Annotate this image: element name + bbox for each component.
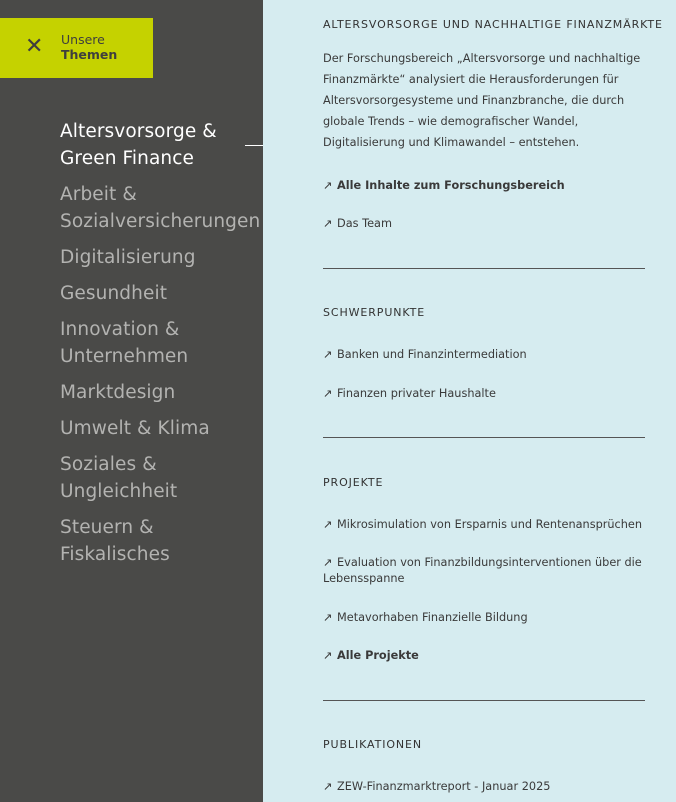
nav-item-digitalisierung[interactable]: Digitalisierung <box>60 247 196 268</box>
close-topics-button[interactable] <box>0 18 153 78</box>
link-schwerpunkt-1-label: Banken und Finanzintermediation <box>337 348 527 361</box>
link-publikation-1[interactable] <box>323 779 645 795</box>
link-projekt-1-label: Mikrosimulation von Ersparnis und Rentenansprüchen <box>337 518 643 531</box>
link-projekt-3-label: Metavorhaben Finanzielle Bildung <box>337 611 528 624</box>
section-title-publikationen: PUBLIKATIONEN <box>323 738 423 751</box>
topic-detail-panel <box>263 0 676 802</box>
link-publikation-1-label: ZEW-Finanzmarktreport - Januar 2025 <box>337 780 551 793</box>
link-all-content[interactable] <box>323 178 645 194</box>
link-schwerpunkt-2-label: Finanzen privater Haushalte <box>337 387 496 400</box>
link-schwerpunkt-1[interactable] <box>323 347 645 363</box>
link-projekt-1[interactable] <box>323 517 645 533</box>
close-label-line1: Unsere <box>61 32 105 47</box>
divider <box>323 700 645 701</box>
link-all-projects-label: Alle Projekte <box>337 649 419 662</box>
link-team-label: Das Team <box>337 217 392 230</box>
close-label-line2: Themen <box>61 47 118 62</box>
section-title-schwerpunkte: SCHWERPUNKTE <box>323 306 426 319</box>
arrow-up-right-icon: ↗ <box>323 348 333 361</box>
arrow-up-right-icon: ↗ <box>323 387 333 400</box>
close-button-label <box>61 32 117 62</box>
nav-item-gesundheit[interactable]: Gesundheit <box>60 283 168 304</box>
close-icon: ✕ <box>25 34 44 59</box>
arrow-up-right-icon: ↗ <box>323 217 333 230</box>
arrow-up-right-icon: ↗ <box>323 611 333 624</box>
nav-item-soziales[interactable]: Soziales & Ungleichheit <box>60 454 178 502</box>
nav-item-marktdesign[interactable]: Marktdesign <box>60 382 176 403</box>
nav-item-umwelt[interactable]: Umwelt & Klima <box>60 418 210 439</box>
nav-item-arbeit[interactable]: Arbeit & Sozialversicherungen <box>60 184 261 232</box>
section-title-main: ALTERSVORSORGE UND NACHHALTIGE FINANZMÄRKTE <box>323 18 663 31</box>
arrow-up-right-icon: ↗ <box>323 179 333 192</box>
section-title-projekte: PROJEKTE <box>323 476 384 489</box>
arrow-up-right-icon: ↗ <box>323 518 333 531</box>
topic-description: Der Forschungsbereich „Altersvorsorge und nachhaltige Finanzmärkte“ analysiert die Herausforderungen für Altersvorsorgesysteme und Finanzbranche, die durch globale Trends – wie demografischer Wandel, Digitalisierung und Klimawandel – entstehen. <box>323 52 641 149</box>
divider <box>323 437 645 438</box>
link-projekt-2[interactable] <box>323 555 645 587</box>
topics-nav <box>60 118 260 577</box>
link-projekt-3[interactable] <box>323 610 645 626</box>
link-all-content-label: Alle Inhalte zum Forschungsbereich <box>337 179 565 192</box>
link-team[interactable] <box>323 216 645 232</box>
arrow-up-right-icon: ↗ <box>323 556 333 569</box>
divider <box>323 268 645 269</box>
arrow-up-right-icon: ↗ <box>323 649 333 662</box>
link-schwerpunkt-2[interactable] <box>323 386 645 402</box>
link-all-projects[interactable] <box>323 648 645 664</box>
nav-item-steuern[interactable]: Steuern & Fiskalisches <box>60 517 170 565</box>
nav-item-innovation[interactable]: Innovation & Unternehmen <box>60 319 189 367</box>
active-indicator <box>245 145 263 146</box>
link-projekt-2-label: Evaluation von Finanzbildungsinterventionen über die Lebensspanne <box>323 556 642 585</box>
arrow-up-right-icon: ↗ <box>323 780 333 793</box>
topics-sidebar <box>0 0 263 802</box>
nav-item-altersvorsorge[interactable]: Altersvorsorge & Green Finance <box>60 121 217 169</box>
